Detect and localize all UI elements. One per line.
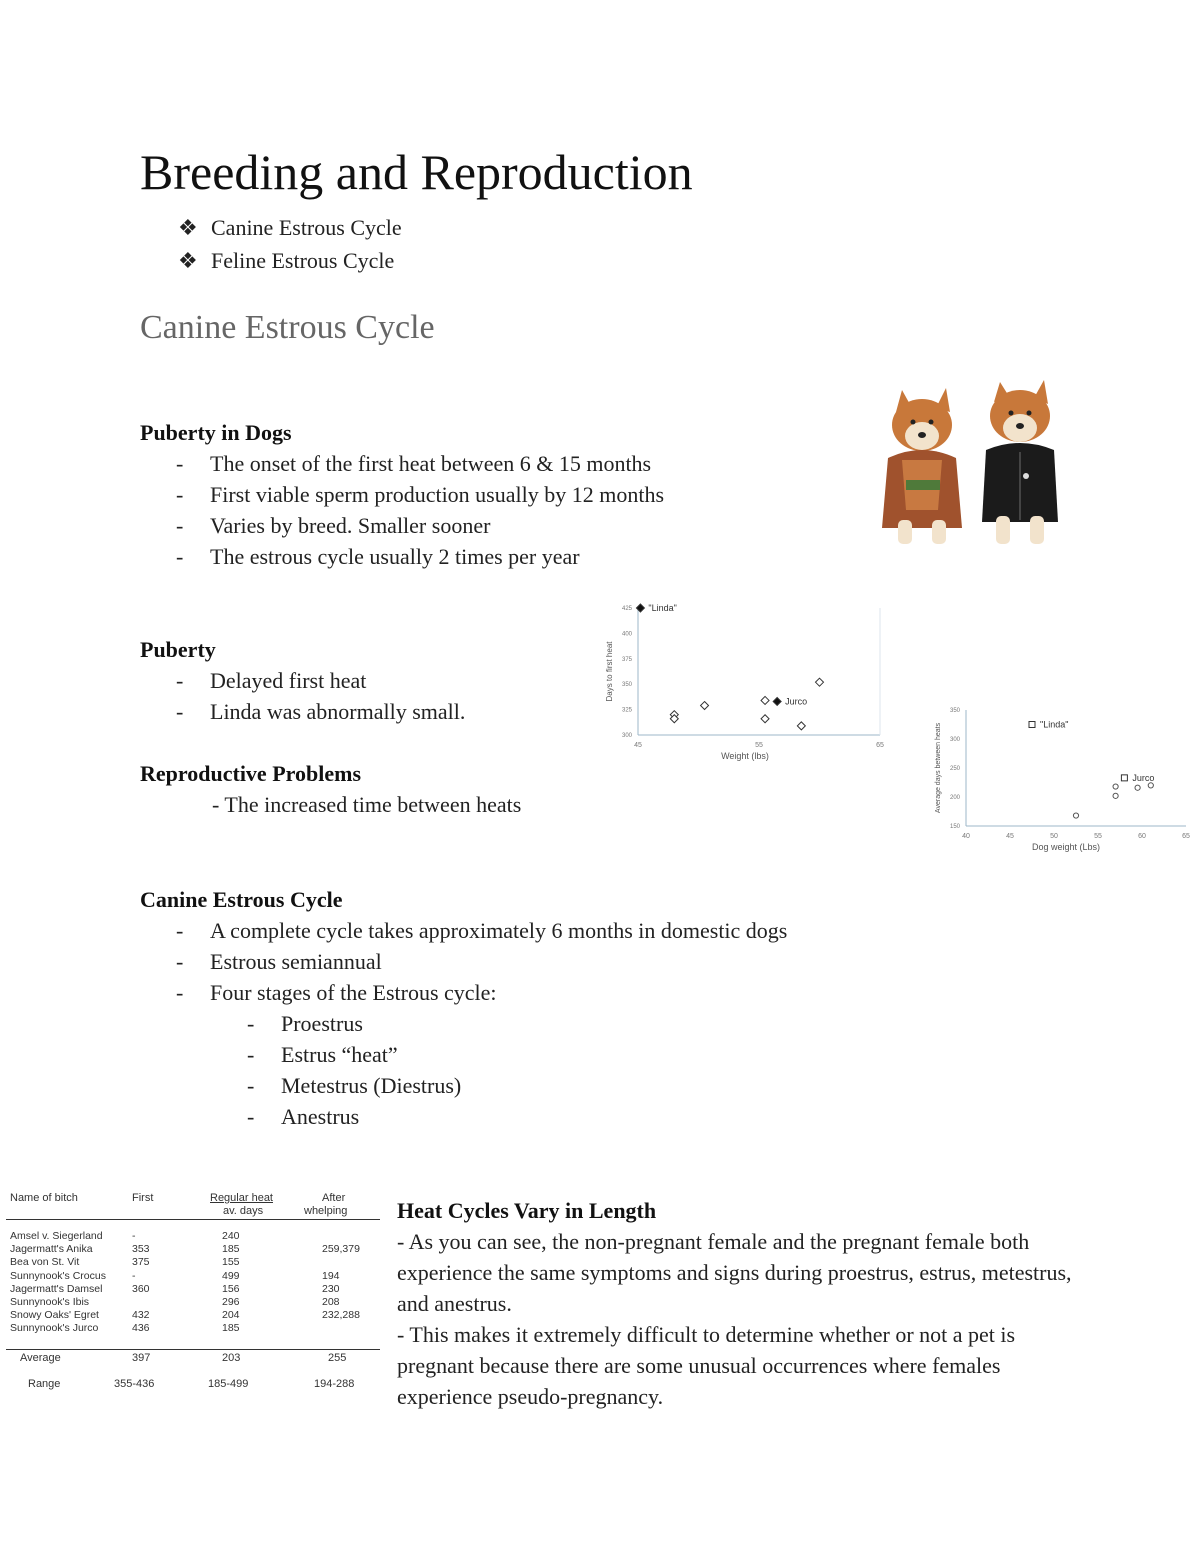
y-tick-label: 350 [621,682,632,689]
table-header-name: Name of bitch [10,1192,78,1204]
stage-item: - Proestrus [247,1011,363,1036]
list-item: - Four stages of the Estrous cycle: [176,980,497,1005]
table-cell-name: Sunnynook's Crocus [10,1269,106,1282]
first-heat-scatter-chart [592,596,892,772]
toc-item-label: Feline Estrous Cycle [211,248,395,273]
table-header-first: First [132,1192,154,1204]
data-point [816,678,824,686]
toc-item-feline[interactable] [178,248,394,274]
shiba-inu-dogs-photo [858,380,1060,552]
table-range-first: 355-436 [114,1378,155,1390]
data-point [1135,785,1140,790]
table-cell-name: Bea von St. Vit [10,1256,80,1269]
days-between-heats-scatter-chart [928,700,1200,860]
toc-item-canine[interactable] [178,215,402,241]
puberty-heading: Puberty [140,637,216,662]
reproductive-problems-text: - The increased time between heats [212,792,522,817]
x-tick-label: 50 [1050,833,1058,840]
list-item: - Linda was abnormally small. [176,699,466,724]
toc-item-label: Canine Estrous Cycle [211,215,402,240]
heat-cycles-heading: Heat Cycles Vary in Length [397,1198,657,1223]
table-cell-regular: 296 [222,1296,240,1308]
diamond-bullet-icon: ❖ [178,215,198,240]
list-item: - Delayed first heat [176,668,367,693]
data-point [1121,775,1127,781]
data-point [1073,813,1078,818]
table-cell-regular: 185 [222,1322,240,1335]
table-cell-regular: 204 [222,1309,240,1322]
data-point [701,702,709,710]
data-point [1113,784,1118,789]
x-axis-label: Dog weight (Lbs) [1031,842,1101,852]
x-tick-label: 45 [1006,833,1014,840]
table-cell-regular: 240 [222,1230,240,1242]
heat-cycles-paragraph: - This makes it extremely difficult to determine whether or not a pet is pregnant because there are some unusual occurrences where females experience pseudo-pregnancy. [397,1322,1016,1409]
table-average-after: 255 [328,1352,347,1364]
y-axis-label: Days to first heat [605,641,614,702]
y-tick-label: 150 [949,824,960,830]
data-point [797,722,805,730]
table-cell-first: 360 [132,1282,150,1295]
y-tick-label: 425 [621,606,632,612]
list-item: - First viable sperm production usually by 12 months [176,482,665,507]
x-tick-label: 55 [1094,833,1102,840]
table-cell-name: Jagermatt's Anika [10,1243,93,1256]
table-cell-after: 194 [322,1269,340,1282]
data-point [761,715,769,723]
x-tick-label: 65 [1182,833,1190,840]
canine-estrous-cycle-heading: Canine Estrous Cycle [140,887,343,912]
y-tick-label: 300 [949,737,960,743]
list-item: - Estrous semiannual [176,949,382,974]
table-cell-after: 208 [322,1296,340,1308]
data-point [1148,783,1153,788]
table-cell-first: 436 [132,1322,150,1335]
table-cell-first: 353 [132,1243,150,1256]
data-point-label: "Linda" [1040,719,1069,730]
heat-cycle-table [6,1188,384,1398]
table-range-regular: 185-499 [208,1378,249,1390]
table-cell-name: Jagermatt's Damsel [10,1282,103,1295]
puberty-in-dogs-heading: Puberty in Dogs [140,420,292,445]
table-header-regular: Regular heat [210,1192,273,1204]
data-point-label: Jurco [1132,772,1155,783]
table-cell-regular: 156 [222,1282,240,1295]
list-item: - The estrous cycle usually 2 times per year [176,544,580,569]
table-range-after: 194-288 [314,1378,355,1390]
x-axis-label: Weight (lbs) [721,751,769,761]
table-cell-regular: 185 [222,1243,240,1256]
x-tick-label: 45 [634,742,642,749]
table-average-first: 397 [132,1352,151,1364]
heat-cycles-paragraph: - As you can see, the non-pregnant female and the pregnant female both experience the same symptoms and signs during proestrus, estrus, metestrus, and anestrus. [397,1229,1072,1316]
table-cell-regular: 499 [222,1269,240,1282]
data-point [1113,793,1118,798]
stage-item: - Estrus “heat” [247,1042,398,1067]
y-tick-label: 350 [949,708,960,714]
table-rule [6,1219,380,1220]
y-tick-label: 400 [621,631,632,638]
table-header-after: After [322,1192,346,1204]
table-cell-after: 232,288 [322,1309,360,1322]
table-cell-name: Sunnynook's Jurco [10,1322,99,1335]
data-point-label: "Linda" [648,603,677,613]
data-point [773,697,781,705]
data-point [761,696,769,704]
table-cell-name: Snowy Oaks' Egret [10,1309,99,1322]
page-title: Breeding and Reproduction [140,144,693,200]
x-tick-label: 65 [876,742,884,749]
y-tick-label: 375 [621,656,632,663]
table-cell-after: 259,379 [322,1243,360,1256]
y-tick-label: 325 [621,707,632,714]
table-cell-first: 375 [132,1256,150,1269]
table-cell-first: 432 [132,1309,150,1322]
table-cell-after: 230 [322,1282,340,1295]
x-tick-label: 55 [755,742,763,749]
dog-right [982,380,1058,544]
table-cell-name: Sunnynook's Ibis [10,1296,90,1308]
stage-item: - Anestrus [247,1104,360,1129]
table-cell-regular: 155 [222,1256,240,1269]
y-tick-label: 200 [949,795,960,801]
x-tick-label: 40 [962,833,970,840]
y-tick-label: 300 [621,733,632,739]
list-item: - A complete cycle takes approximately 6 months in domestic dogs [176,918,788,943]
table-rule [6,1349,380,1350]
table-average-regular: 203 [222,1352,241,1364]
stage-item: - Metestrus (Diestrus) [247,1073,462,1098]
section-title: Canine Estrous Cycle [140,309,435,346]
table-header-after-sub: whelping [304,1205,348,1217]
table-range-label: Range [28,1378,61,1390]
data-point-label: Jurco [785,696,808,707]
diamond-bullet-icon: ❖ [178,248,198,273]
table-average-label: Average [20,1352,61,1364]
y-tick-label: 250 [949,766,960,772]
table-cell-first: - [132,1269,136,1282]
list-item: - Varies by breed. Smaller sooner [176,513,491,538]
y-axis-label: Average days between heats [935,722,942,814]
x-tick-label: 60 [1138,833,1146,840]
table-cell-first: - [132,1230,136,1242]
reproductive-problems-heading: Reproductive Problems [140,761,361,786]
table-header-regular-sub: av. days [223,1205,264,1217]
list-item: - The onset of the first heat between 6 & 15 months [176,451,652,476]
data-point [1029,722,1035,728]
table-cell-name: Amsel v. Siegerland [10,1230,103,1242]
